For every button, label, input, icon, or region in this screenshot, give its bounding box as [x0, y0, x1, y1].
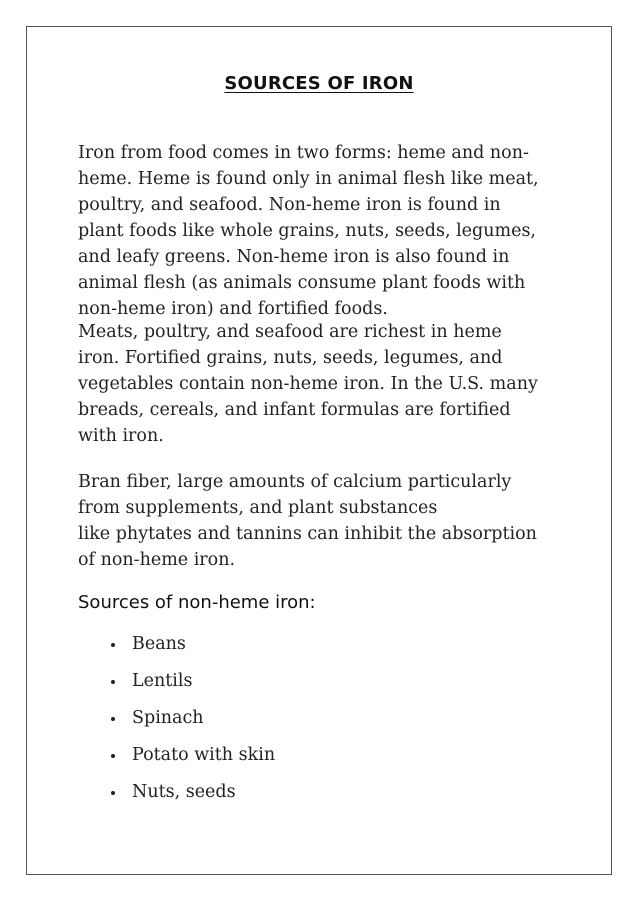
paragraph-line: with iron.: [78, 426, 164, 446]
paragraph-richest-sources: [78, 319, 578, 449]
bullet-icon: [111, 643, 115, 647]
bullet-icon: [111, 791, 115, 795]
paragraph-line: Iron from food comes in two forms: heme and non-: [78, 143, 529, 163]
list-item-text: Potato with skin: [132, 745, 276, 765]
list-item-text: Lentils: [132, 671, 193, 691]
paragraph-line: like phytates and tannins can inhibit the absorption: [78, 524, 537, 544]
bullet-icon: [111, 680, 115, 684]
list-item-text: Nuts, seeds: [132, 782, 236, 802]
list-item-text: Spinach: [132, 708, 204, 728]
section-subheading: Sources of non-heme iron:: [78, 592, 316, 613]
paragraph-line: Bran fiber, large amounts of calcium particularly: [78, 472, 512, 492]
paragraph-line: non-heme iron) and fortified foods.: [78, 299, 388, 319]
document-title: SOURCES OF IRON: [224, 73, 414, 94]
paragraph-line: heme. Heme is found only in animal flesh like meat,: [78, 169, 539, 189]
paragraph-absorption-inhibitors: [78, 469, 578, 573]
paragraph-iron-forms: [78, 140, 578, 322]
bullet-icon: [111, 754, 115, 758]
paragraph-line: iron. Fortified grains, nuts, seeds, legumes, and: [78, 348, 503, 368]
paragraph-line: vegetables contain non-heme iron. In the U.S. many: [78, 374, 538, 394]
paragraph-line: and leafy greens. Non-heme iron is also found in: [78, 247, 510, 267]
paragraph-line: of non-heme iron.: [78, 550, 236, 570]
paragraph-line: from supplements, and plant substances: [78, 498, 438, 518]
list-item-text: Beans: [132, 634, 186, 654]
bullet-icon: [111, 717, 115, 721]
paragraph-line: animal flesh (as animals consume plant foods with: [78, 273, 526, 293]
paragraph-line: plant foods like whole grains, nuts, seeds, legumes,: [78, 221, 536, 241]
paragraph-line: breads, cereals, and infant formulas are fortified: [78, 400, 511, 420]
paragraph-line: poultry, and seafood. Non-heme iron is found in: [78, 195, 501, 215]
paragraph-line: Meats, poultry, and seafood are richest in heme: [78, 322, 502, 342]
